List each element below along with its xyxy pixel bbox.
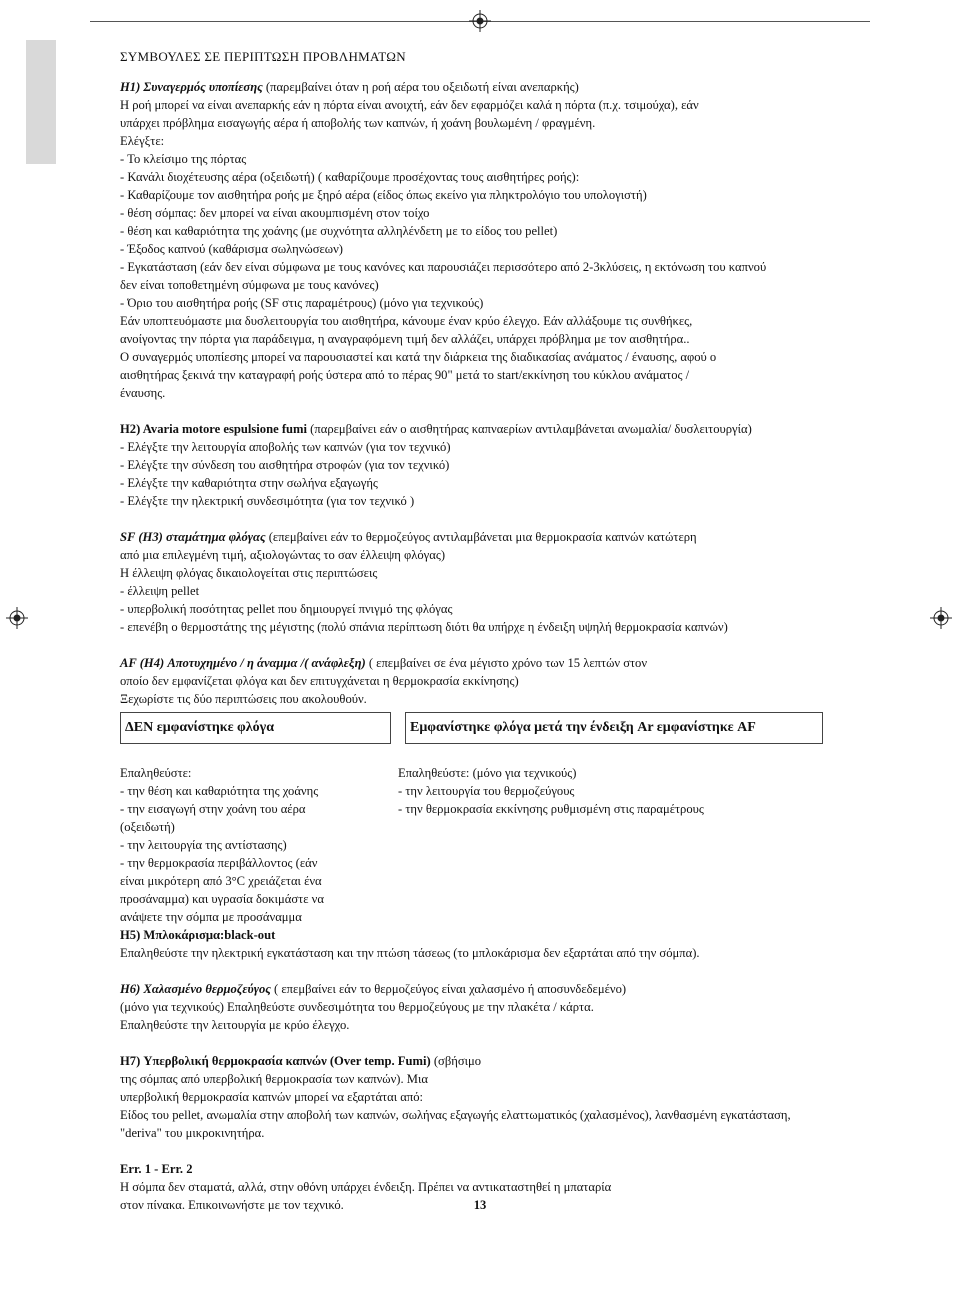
registration-mark-icon: [6, 607, 28, 629]
no-flame-line: - την λειτουργία της αντίστασης): [120, 838, 287, 852]
err-heading-bold: Err. 1 - Err. 2: [120, 1162, 193, 1176]
no-flame-line: - την εισαγωγή στην χοάνη του αέρα: [120, 802, 306, 816]
h1-line: Ελέγξτε:: [120, 134, 165, 148]
flame-after-ar-line: - την λειτουργία του θερμοζεύγους: [398, 784, 575, 798]
h1-heading-rest: (παρεμβαίνει όταν η ροή αέρα του οξειδωτή είναι ανεπαρκής): [262, 80, 579, 94]
flame-after-ar-column: [398, 764, 818, 926]
h1-line: ανοίγοντας την πόρτα για παράδειγμα, η αναγραφόμενη τιμή δεν αλλάζει, υπάρχει πρόβλημα με τον αισθητήρα..: [120, 332, 690, 346]
h6-heading-rest: ( επεμβαίνει εάν το θερμοζεύγος είναι χαλασμένο ή αποσυνδεδεμένο): [270, 982, 627, 996]
no-flame-line: ανάψετε την σόμπα με προσάναμμα: [120, 910, 302, 924]
no-flame-line: προσάναμμα) και υγρασία δοκιμάστε να: [120, 892, 324, 906]
no-flame-line: - την θέση και καθαριότητα της χοάνης: [120, 784, 319, 798]
h4-case-boxes: [120, 712, 940, 744]
flame-after-ar-box: Εμφανίστηκε φλόγα μετά την ένδειξη Ar εμφανίστηκε AF: [405, 712, 823, 744]
h6-line: Επαληθεύστε την λειτουργία με κρύο έλεγχο.: [120, 1018, 350, 1032]
no-flame-line: Επαληθεύστε:: [120, 766, 192, 780]
h2-heading-rest: (παρεμβαίνει εάν ο αισθητήρας καπναερίων αντιλαμβάνεται ανωμαλία/ δυσλειτουργία): [307, 422, 752, 436]
h3-line: - επενέβη ο θερμοστάτης της μέγιστης (πολύ σπάνια περίπτωση διότι θα υπήρχε η ένδειξη υψηλή θερμοκρασία καπνών): [120, 620, 728, 634]
h2-line: - Ελέγξτε την σύνδεση του αισθητήρα στροφών (για τον τεχνικό): [120, 458, 450, 472]
no-flame-line: - την θερμοκρασία περιβάλλοντος (εάν: [120, 856, 318, 870]
h1-line: - Κανάλι διοχέτευσης αέρα (οξειδωτή) ( καθαρίζουμε προσέχοντας τους αισθητήρες ροής):: [120, 170, 580, 184]
h4-heading-rest: ( επεμβαίνει σε ένα μέγιστο χρόνο των 15 λεπτών στον: [365, 656, 648, 670]
h7-line: "deriva" του μικροκινητήρα.: [120, 1126, 265, 1140]
h7-line: υπερβολική θερμοκρασία καπνών μπορεί να εξαρτάται από:: [120, 1090, 423, 1104]
h1-line: - Το κλείσιμο της πόρτας: [120, 152, 247, 166]
section-h3-heading: [120, 528, 940, 546]
h7-heading-bold: H7) Υπερβολική θερμοκρασία καπνών (Over temp. Fumi): [120, 1054, 431, 1068]
h3-heading-bold: SF (H3) σταμάτημα φλόγας: [120, 530, 266, 544]
h4-case-columns: [120, 764, 940, 926]
section-h7-heading: [120, 1052, 940, 1070]
h4-line: οποίο δεν εμφανίζεται φλόγα και δεν επιτυγχάνεται η θερμοκρασία εκκίνησης): [120, 674, 519, 688]
h1-line: έναυσης.: [120, 386, 166, 400]
flame-after-ar-line: Επαληθεύστε: (μόνο για τεχνικούς): [398, 766, 577, 780]
gray-tab-marker: [26, 40, 56, 164]
no-flame-line: (οξειδωτή): [120, 820, 175, 834]
h1-line: αισθητήρας ξεκινά την καταγραφή ροής ύστερα από το πέρας 90" μετά το start/εκκίνηση του κύκλου ανάματος /: [120, 368, 690, 382]
section-h5-heading: [120, 926, 940, 944]
h1-line: - Καθαρίζουμε τον αισθητήρα ροής με ξηρό αέρα (είδος όπως εκείνο για πληκτρολόγιο του υπολογιστή): [120, 188, 647, 202]
h1-line: - Όριο του αισθητήρα ροής (SF στις παραμέτρους) (μόνο για τεχνικούς): [120, 296, 484, 310]
page-title: ΣΥΜΒΟΥΛΕΣ ΣΕ ΠΕΡΙΠΤΩΣΗ ΠΡΟΒΛΗΜΑΤΩΝ: [120, 49, 406, 64]
h2-heading-bold: H2) Avaria motore espulsione fumi: [120, 422, 308, 436]
h1-line: - Εγκατάσταση (εάν δεν είναι σύμφωνα με τους κανόνες και παρουσιάζει περισσότερο από 2-3κλύσεις, η εκτόνωση του καπνού: [120, 260, 767, 274]
section-h6-heading: [120, 980, 940, 998]
h7-line: της σόμπας από υπερβολική θερμοκρασία των καπνών). Μια: [120, 1072, 428, 1086]
h1-line: Η ροή μπορεί να είναι ανεπαρκής εάν η πόρτα είναι ανοιχτή, εάν δεν εφαρμόζει καλά η πόρτα (π.χ. τσιμούχα), εάν: [120, 98, 699, 112]
h6-heading-bold: H6) Χαλασμένο θερμοζεύγος: [120, 982, 271, 996]
h3-heading-rest: (επεμβαίνει εάν το θερμοζεύγος αντιλαμβάνεται μια θερμοκρασία καπνών κατώτερη: [265, 530, 697, 544]
h6-line: (μόνο για τεχνικούς) Επαληθεύστε συνδεσιμότητα του θερμοζεύγους με την πλακέτα / κάρτα.: [120, 1000, 594, 1014]
no-flame-box: ΔΕΝ εμφανίστηκε φλόγα: [120, 712, 391, 744]
section-err-heading: [120, 1160, 940, 1178]
section-h2-heading: [120, 420, 940, 438]
h1-line: Εάν υποπτευόμαστε μια δυσλειτουργία του αισθητήρα, κάνουμε έναν κρύο έλεγχο. Εάν αλλάξουμε τις συνθήκες,: [120, 314, 693, 328]
page-number: 13: [473, 1198, 487, 1212]
no-flame-line: είναι μικρότερη από 3°C χρειάζεται ένα: [120, 874, 322, 888]
flame-after-ar-line: - την θερμοκρασία εκκίνησης ρυθμισμένη στις παραμέτρους: [398, 802, 704, 816]
h1-line: Ο συναγερμός υποπίεσης μπορεί να παρουσιαστεί και κατά την διάρκεια της διαδικασίας ανάματος / έναυσης, αφού ο: [120, 350, 717, 364]
h3-line: - έλλειψη pellet: [120, 584, 200, 598]
document-body: [120, 48, 940, 1214]
section-h4-heading: [120, 654, 940, 672]
registration-mark-icon: [469, 10, 491, 32]
h1-heading-bold: H1) Συναγερμός υποπίεσης: [120, 80, 263, 94]
h1-line: - θέση και καθαριότητα της χοάνης (με συχνότητα αλληλένδετη με το είδος του pellet): [120, 224, 558, 238]
h1-line: υπάρχει πρόβλημα εισαγωγής αέρα ή αποβολής των καπνών, ή χοάνη βουλωμένη / φραγμένη.: [120, 116, 596, 130]
section-h1-heading: [120, 78, 940, 96]
h4-line: Ξεχωρίστε τις δύο περιπτώσεις που ακολουθούν.: [120, 692, 367, 706]
h7-line: Είδος του pellet, ανωμαλία στην αποβολή των καπνών, σωλήνας εξαγωγής ελαττωματικός (χαλασμένος), λανθασμένη εγκατάσταση,: [120, 1108, 791, 1122]
h7-heading-rest: (σβήσιμο: [430, 1054, 482, 1068]
h3-line: Η έλλειψη φλόγας δικαιολογείται στις περιπτώσεις: [120, 566, 378, 580]
h1-line: - Έξοδος καπνού (καθάρισμα σωληνώσεων): [120, 242, 343, 256]
h2-line: - Ελέγξτε την ηλεκτρική συνδεσιμότητα (για τον τεχνικό ): [120, 494, 415, 508]
no-flame-column: [120, 764, 398, 926]
h2-line: - Ελέγξτε την καθαριότητα στην σωλήνα εξαγωγής: [120, 476, 378, 490]
err-line: στον πίνακα. Επικοινωνήστε με τον τεχνικό.: [120, 1198, 344, 1212]
h3-line: από μια επιλεγμένη τιμή, αξιολογώντας το σαν έλλειψη φλόγας): [120, 548, 446, 562]
h5-line: Επαληθεύστε την ηλεκτρική εγκατάσταση και την πτώση τάσεως (το μπλοκάρισμα δεν εξαρτάται από την σόμπα).: [120, 946, 700, 960]
h2-line: - Ελέγξτε την λειτουργία αποβολής των καπνών (για τον τεχνικό): [120, 440, 451, 454]
err-line: Η σόμπα δεν σταματά, αλλά, στην οθόνη υπάρχει ένδειξη. Πρέπει να αντικαταστηθεί η μπαταρία: [120, 1180, 612, 1194]
h1-line: - θέση σόμπας: δεν μπορεί να είναι ακουμπισμένη στον τοίχο: [120, 206, 430, 220]
h5-heading-bold: H5) Μπλοκάρισμα:black-out: [120, 928, 276, 942]
h4-heading-bold: AF (H4) Αποτυχημένο / η άναμμα /( ανάφλεξη): [120, 656, 366, 670]
h3-line: - υπερβολική ποσότητας pellet που δημιουργεί πνιγμό της φλόγας: [120, 602, 453, 616]
h1-line: δεν είναι τοποθετημένη σύμφωνα με τους κανόνες): [120, 278, 379, 292]
